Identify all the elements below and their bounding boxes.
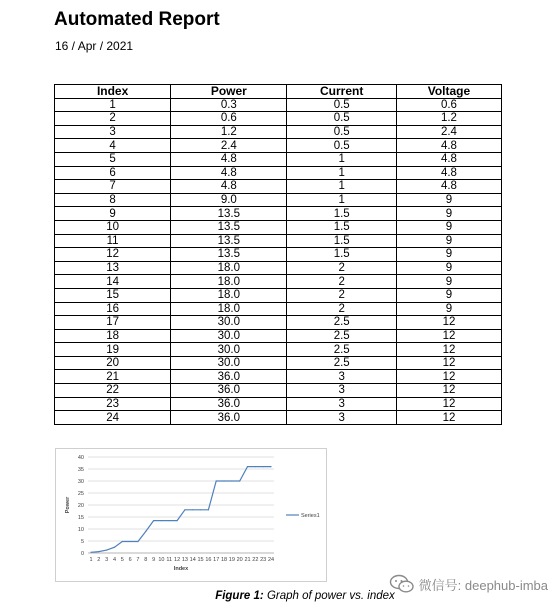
data-table [54, 84, 502, 425]
table-cell: 1.5 [287, 207, 397, 221]
power-chart [55, 448, 327, 582]
y-tick-label: 5 [80, 539, 84, 545]
x-tick-label: 24 [267, 557, 275, 563]
table-cell: 13.5 [171, 220, 287, 234]
table-cell: 18.0 [171, 288, 287, 302]
table-cell: 4.8 [171, 180, 287, 194]
table-row [55, 411, 502, 425]
watermark-text: 微信号: deephub-imba [418, 577, 548, 593]
wechat-logo-icon [389, 574, 415, 594]
table-cell: 36.0 [171, 384, 287, 398]
data-point [130, 541, 131, 542]
data-point [247, 466, 248, 467]
table-cell: 30.0 [171, 329, 287, 343]
table-cell: 0.5 [287, 139, 397, 153]
data-point [161, 520, 162, 521]
watermark [389, 574, 548, 594]
data-point [184, 509, 185, 510]
table-row [55, 234, 502, 248]
table-cell: 7 [55, 180, 171, 194]
table-row [55, 261, 502, 275]
table-row [55, 98, 502, 112]
header-current: Current [287, 85, 397, 99]
data-point [90, 552, 91, 553]
table-row [55, 152, 502, 166]
x-tick-label: 5 [120, 557, 124, 563]
table-cell: 0.6 [396, 98, 501, 112]
table-cell: 22 [55, 384, 171, 398]
table-cell: 12 [55, 248, 171, 262]
y-tick-label: 30 [77, 479, 84, 485]
table-body [55, 98, 502, 424]
x-tick-label: 12 [174, 557, 181, 563]
table-cell: 0.5 [287, 125, 397, 139]
table-cell: 9.0 [171, 193, 287, 207]
x-tick-label: 6 [128, 557, 132, 563]
y-axis-label: Power [65, 496, 71, 514]
table-cell: 36.0 [171, 411, 287, 425]
table-cell: 15 [55, 288, 171, 302]
table-cell: 12 [396, 316, 501, 330]
header-index: Index [55, 85, 171, 99]
table-cell: 13 [55, 261, 171, 275]
x-tick-label: 20 [236, 557, 243, 563]
table-cell: 9 [396, 261, 501, 275]
table-cell: 16 [55, 302, 171, 316]
data-point [263, 466, 264, 467]
table-header-row [55, 85, 502, 99]
data-point [231, 480, 232, 481]
table-cell: 3 [287, 384, 397, 398]
table-row [55, 370, 502, 384]
chart-svg [56, 449, 326, 581]
table-cell: 12 [396, 384, 501, 398]
report-date: 16 / Apr / 2021 [55, 39, 134, 53]
x-tick-label: 15 [197, 557, 204, 563]
table-cell: 18.0 [171, 261, 287, 275]
table-cell: 20 [55, 356, 171, 370]
table-cell: 12 [396, 356, 501, 370]
table-cell: 1 [287, 152, 397, 166]
table-cell: 12 [396, 411, 501, 425]
table-cell: 3 [287, 370, 397, 384]
y-tick-label: 15 [77, 515, 84, 521]
x-tick-label: 22 [252, 557, 259, 563]
caption-text: Graph of power vs. index [263, 590, 395, 602]
x-tick-label: 16 [205, 557, 212, 563]
table-cell: 9 [396, 220, 501, 234]
table-cell: 2.4 [396, 125, 501, 139]
table-row [55, 193, 502, 207]
table-cell: 1 [287, 180, 397, 194]
x-tick-label: 14 [189, 557, 196, 563]
data-point [153, 520, 154, 521]
table-cell: 6 [55, 166, 171, 180]
table-cell: 3 [287, 397, 397, 411]
table-cell: 2.4 [171, 139, 287, 153]
table-row [55, 139, 502, 153]
table-cell: 2.5 [287, 343, 397, 357]
data-point [239, 480, 240, 481]
data-point [223, 480, 224, 481]
table-cell: 30.0 [171, 316, 287, 330]
table-cell: 12 [396, 343, 501, 357]
table-row [55, 288, 502, 302]
x-tick-label: 11 [166, 557, 173, 563]
table-cell: 2 [287, 302, 397, 316]
table-cell: 4.8 [396, 139, 501, 153]
data-point [255, 466, 256, 467]
x-tick-label: 7 [136, 557, 140, 563]
table-cell: 9 [396, 275, 501, 289]
table-cell: 9 [396, 207, 501, 221]
table-cell: 9 [396, 248, 501, 262]
table-row [55, 343, 502, 357]
x-tick-label: 13 [181, 557, 188, 563]
y-tick-label: 25 [77, 491, 84, 497]
table-cell: 13.5 [171, 234, 287, 248]
table-row [55, 220, 502, 234]
table-cell: 13.5 [171, 248, 287, 262]
report-title: Automated Report [54, 9, 220, 30]
table-row [55, 275, 502, 289]
table-cell: 19 [55, 343, 171, 357]
table-cell: 1 [55, 98, 171, 112]
data-point [114, 547, 115, 548]
table-cell: 12 [396, 370, 501, 384]
x-tick-label: 9 [152, 557, 156, 563]
y-tick-label: 20 [77, 503, 84, 509]
table-row [55, 302, 502, 316]
table-cell: 1.5 [287, 220, 397, 234]
table-cell: 4.8 [396, 166, 501, 180]
table-cell: 0.3 [171, 98, 287, 112]
table-cell: 21 [55, 370, 171, 384]
table-row [55, 166, 502, 180]
table-cell: 5 [55, 152, 171, 166]
table-cell: 1.2 [396, 112, 501, 126]
table-row [55, 356, 502, 370]
table-cell: 9 [396, 234, 501, 248]
table-cell: 4.8 [396, 180, 501, 194]
y-tick-label: 10 [77, 527, 84, 533]
table-cell: 9 [55, 207, 171, 221]
table-cell: 2.5 [287, 316, 397, 330]
table-cell: 3 [287, 411, 397, 425]
caption-label: Figure 1: [215, 590, 264, 602]
table-cell: 10 [55, 220, 171, 234]
table-cell: 18.0 [171, 275, 287, 289]
data-point [145, 531, 146, 532]
table-cell: 8 [55, 193, 171, 207]
data-point [106, 550, 107, 551]
table-cell: 2 [287, 275, 397, 289]
x-tick-label: 8 [144, 557, 148, 563]
table-cell: 2.5 [287, 356, 397, 370]
table-cell: 4 [55, 139, 171, 153]
table-row [55, 112, 502, 126]
data-point [169, 520, 170, 521]
x-tick-label: 21 [244, 557, 251, 563]
table-cell: 11 [55, 234, 171, 248]
table-cell: 2.5 [287, 329, 397, 343]
table-cell: 3 [55, 125, 171, 139]
data-point [200, 509, 201, 510]
table-row [55, 384, 502, 398]
table-cell: 2 [287, 261, 397, 275]
table-cell: 30.0 [171, 356, 287, 370]
table-cell: 4.8 [171, 166, 287, 180]
x-tick-label: 2 [97, 557, 101, 563]
header-power: Power [171, 85, 287, 99]
table-row [55, 397, 502, 411]
data-point [176, 520, 177, 521]
table-cell: 0.6 [171, 112, 287, 126]
y-tick-label: 40 [77, 455, 84, 461]
table-cell: 12 [396, 397, 501, 411]
table-cell: 18.0 [171, 302, 287, 316]
series-line-series1 [91, 467, 271, 553]
x-tick-label: 17 [213, 557, 220, 563]
table-cell: 1 [287, 166, 397, 180]
table-cell: 1.2 [171, 125, 287, 139]
table-cell: 12 [396, 329, 501, 343]
header-voltage: Voltage [396, 85, 501, 99]
table-cell: 36.0 [171, 370, 287, 384]
table-row [55, 125, 502, 139]
table-cell: 0.5 [287, 112, 397, 126]
x-tick-label: 23 [260, 557, 267, 563]
data-point [208, 509, 209, 510]
table-row [55, 207, 502, 221]
table-cell: 4.8 [171, 152, 287, 166]
y-tick-label: 0 [80, 551, 84, 557]
x-tick-label: 18 [220, 557, 228, 563]
x-tick-label: 10 [158, 557, 165, 563]
table-cell: 4.8 [396, 152, 501, 166]
table-cell: 1.5 [287, 234, 397, 248]
table-row [55, 316, 502, 330]
x-axis-label: Index [173, 566, 189, 572]
table-cell: 18 [55, 329, 171, 343]
data-point [270, 466, 271, 467]
table-cell: 9 [396, 288, 501, 302]
data-point [122, 541, 123, 542]
x-tick-label: 4 [112, 557, 117, 563]
table-cell: 13.5 [171, 207, 287, 221]
data-point [192, 509, 193, 510]
table-cell: 2 [55, 112, 171, 126]
table-row [55, 248, 502, 262]
table-cell: 9 [396, 302, 501, 316]
table-cell: 2 [287, 288, 397, 302]
table-cell: 24 [55, 411, 171, 425]
table-cell: 23 [55, 397, 171, 411]
table-cell: 1.5 [287, 248, 397, 262]
data-point [98, 551, 99, 552]
table-cell: 9 [396, 193, 501, 207]
legend-label: Series1 [301, 513, 320, 519]
table-cell: 14 [55, 275, 171, 289]
table-cell: 36.0 [171, 397, 287, 411]
table-cell: 30.0 [171, 343, 287, 357]
data-point [216, 480, 217, 481]
x-tick-label: 19 [228, 557, 235, 563]
x-tick-label: 3 [105, 557, 109, 563]
table-row [55, 180, 502, 194]
table-row [55, 329, 502, 343]
y-tick-label: 35 [77, 467, 84, 473]
table-cell: 1 [287, 193, 397, 207]
x-tick-label: 1 [89, 557, 93, 563]
table-cell: 0.5 [287, 98, 397, 112]
table-cell: 17 [55, 316, 171, 330]
data-point [137, 541, 138, 542]
